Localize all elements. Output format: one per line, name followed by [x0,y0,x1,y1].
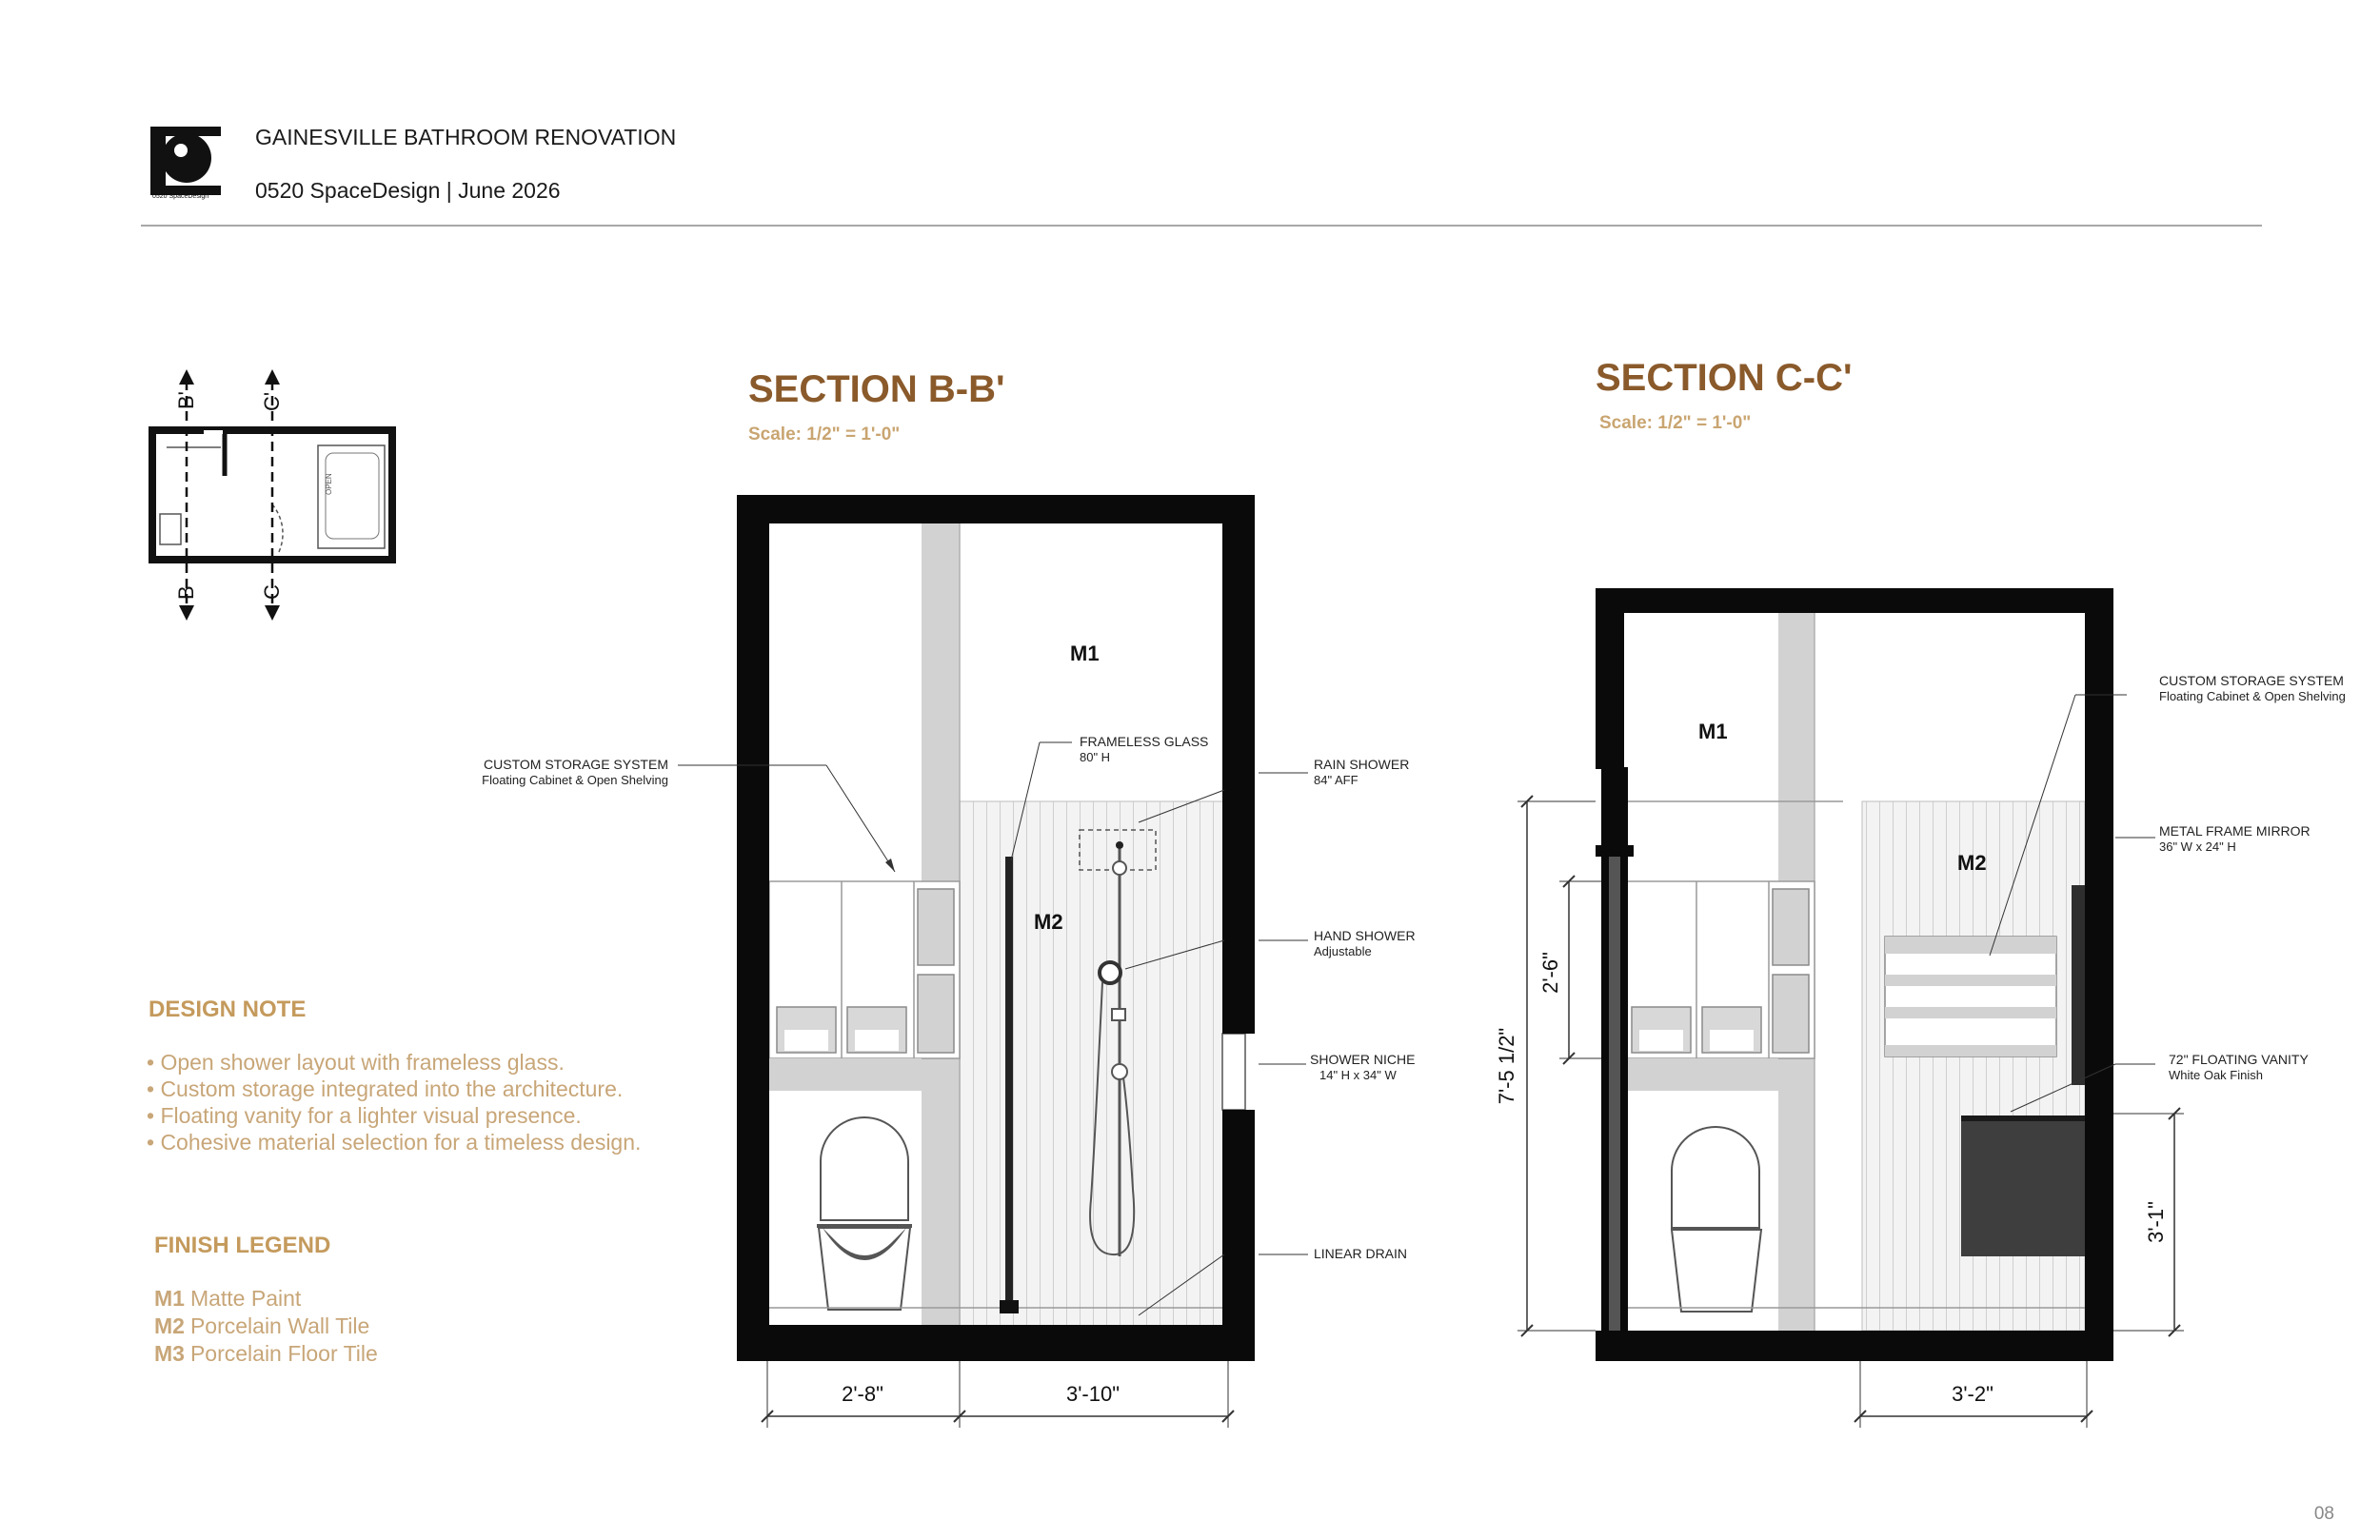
callout-b-glass-title: FRAMELESS GLASS [1080,734,1209,749]
design-note-bullet: • Floating vanity for a lighter visual presence. [147,1103,582,1128]
page-number: 08 [2313,1504,2334,1524]
callout-b-hand-title: HAND SHOWER [1314,928,1416,943]
finish-legend-heading: FINISH LEGEND [154,1233,331,1258]
section-b-title: SECTION B-B' [748,368,1005,410]
project-title: GAINESVILLE BATHROOM RENOVATION [255,125,677,149]
section-c-drawing [1596,588,2113,1361]
legend-code: M3 [154,1341,185,1366]
callout-c-mirror-title: METAL FRAME MIRROR [2159,823,2311,839]
design-note-heading: DESIGN NOTE [149,997,307,1022]
key-mark-c-prime: C' [260,391,284,411]
key-mark-b-prime: B' [174,391,198,409]
callout-b-rain-title: RAIN SHOWER [1314,757,1410,772]
dim-c-3-1: 3'-1" [2144,1201,2168,1243]
legend-item [154,1313,369,1338]
callout-c-vanity-title: 72" FLOATING VANITY [2169,1052,2309,1067]
legend-name: Matte Paint [189,1286,302,1311]
callout-b-storage-detail: Floating Cabinet & Open Shelving [482,773,668,787]
dim-c-2-6: 2'-6" [1538,952,1562,994]
callout-c-mirror-detail: 36" W x 24" H [2159,839,2236,854]
design-note-bullet: • Custom storage integrated into the architecture. [147,1076,624,1101]
callout-c-storage-title: CUSTOM STORAGE SYSTEM [2159,673,2344,688]
project-subtitle: 0520 SpaceDesign | June 2026 [255,178,561,203]
callout-b-drain-title: LINEAR DRAIN [1314,1246,1408,1261]
legend-item [154,1286,302,1311]
design-note [147,997,641,1155]
key-plan [152,369,392,621]
legend-code: M2 [154,1313,185,1338]
legend-code: M1 [154,1286,185,1311]
dim-c-3-2: 3'-2" [1952,1382,1993,1406]
section-c-title: SECTION C-C' [1596,357,1853,399]
section-c-scale: Scale: 1/2" = 1'-0" [1599,413,1752,433]
callout-c-storage-detail: Floating Cabinet & Open Shelving [2159,689,2346,703]
design-note-bullet: • Cohesive material selection for a timeless design. [147,1130,642,1155]
key-plan-small-label: OPEN [325,473,333,495]
dim-b-3-10: 3'-10" [1065,1382,1121,1406]
legend-name: Porcelain Wall Tile [189,1313,370,1338]
section-b-material-m2: M2 [1034,910,1063,934]
legend-name: Porcelain Floor Tile [189,1341,378,1366]
section-c-material-m1: M1 [1698,720,1728,743]
section-b-material-m1: M1 [1070,642,1100,665]
section-b-scale: Scale: 1/2" = 1'-0" [748,424,901,444]
section-b-drawing [737,495,1255,1361]
key-mark-b: B [174,585,198,600]
legend-item [154,1341,378,1366]
finish-legend [154,1233,378,1366]
dim-c-7-5-half: 7'-5 1/2" [1495,1027,1518,1105]
callout-b-rain-detail: 84" AFF [1314,773,1359,787]
dim-b-2-8: 2'-8" [842,1382,883,1406]
callout-b-hand-detail: Adjustable [1314,944,1372,958]
design-note-bullet: • Open shower layout with frameless glass. [147,1050,565,1075]
key-mark-c: C [260,584,284,600]
section-c-material-m2: M2 [1957,851,1987,875]
callout-b-storage-title: CUSTOM STORAGE SYSTEM [484,757,668,772]
callout-b-niche-detail: 14" H x 34" W [1319,1068,1397,1082]
logo-caption: 0520 SpaceDesign [152,193,209,200]
callout-b-niche-title: SHOWER NICHE [1310,1052,1416,1067]
callout-b-glass-detail: 80" H [1080,750,1111,764]
callout-c-vanity-detail: White Oak Finish [2169,1068,2263,1082]
section-b-dimensions [762,1361,1234,1428]
logo [150,127,221,200]
